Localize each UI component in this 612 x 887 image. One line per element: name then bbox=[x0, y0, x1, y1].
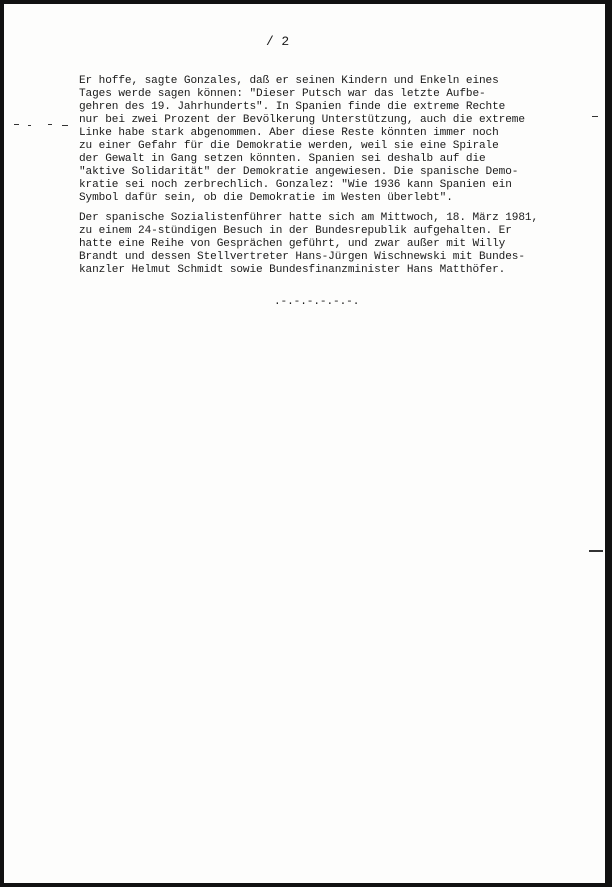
paragraph-1-line: Tages werde sagen können: "Dieser Putsch war das letzte Aufbe- bbox=[79, 88, 486, 100]
scan-speck bbox=[28, 125, 31, 126]
paragraph-1-line: "aktive Solidarität" der Demokratie angewiesen. Die spanische Demo- bbox=[79, 166, 519, 178]
end-mark: .-.-.-.-.-.-. bbox=[274, 296, 360, 308]
paragraph-1-line: nur bei zwei Prozent der Bevölkerung Unterstützung, auch die extreme bbox=[79, 114, 525, 126]
paragraph-1-line: Linke habe stark abgenommen. Aber diese Reste könnten immer noch bbox=[79, 127, 499, 139]
paragraph-2 bbox=[79, 212, 538, 277]
paragraph-1 bbox=[79, 75, 525, 205]
scan-speck bbox=[592, 116, 598, 117]
paragraph-1-line: kratie sei noch zerbrechlich. Gonzalez: "Wie 1936 kann Spanien ein bbox=[79, 179, 512, 191]
paragraph-1-line: zu einer Gefahr für die Demokratie werden, weil sie eine Spirale bbox=[79, 140, 499, 152]
scan-speck bbox=[48, 124, 52, 125]
paragraph-1-line: gehren des 19. Jahrhunderts". In Spanien finde die extreme Rechte bbox=[79, 101, 506, 113]
paragraph-2-line: Der spanische Sozialistenführer hatte sich am Mittwoch, 18. März 1981, bbox=[79, 212, 539, 224]
paragraph-2-line: zu einem 24-stündigen Besuch in der Bundesrepublik aufgehalten. Er bbox=[79, 225, 512, 237]
paragraph-2-line: kanzler Helmut Schmidt sowie Bundesfinanzminister Hans Matthöfer. bbox=[79, 264, 506, 276]
scan-speck bbox=[589, 550, 603, 552]
page-number: / 2 bbox=[266, 34, 290, 49]
paragraph-1-line: Symbol dafür sein, ob die Demokratie im Westen überlebt". bbox=[79, 192, 453, 204]
scan-speck bbox=[62, 125, 68, 126]
paragraph-1-line: der Gewalt in Gang setzen könnten. Spanien sei deshalb auf die bbox=[79, 153, 486, 165]
paragraph-2-line: Brandt und dessen Stellvertreter Hans-Jürgen Wischnewski mit Bundes- bbox=[79, 251, 525, 263]
paragraph-1-line: Er hoffe, sagte Gonzales, daß er seinen Kindern und Enkeln eines bbox=[79, 75, 499, 87]
scan-speck bbox=[14, 124, 19, 125]
paragraph-2-line: hatte eine Reihe von Gesprächen geführt, und zwar außer mit Willy bbox=[79, 238, 506, 250]
